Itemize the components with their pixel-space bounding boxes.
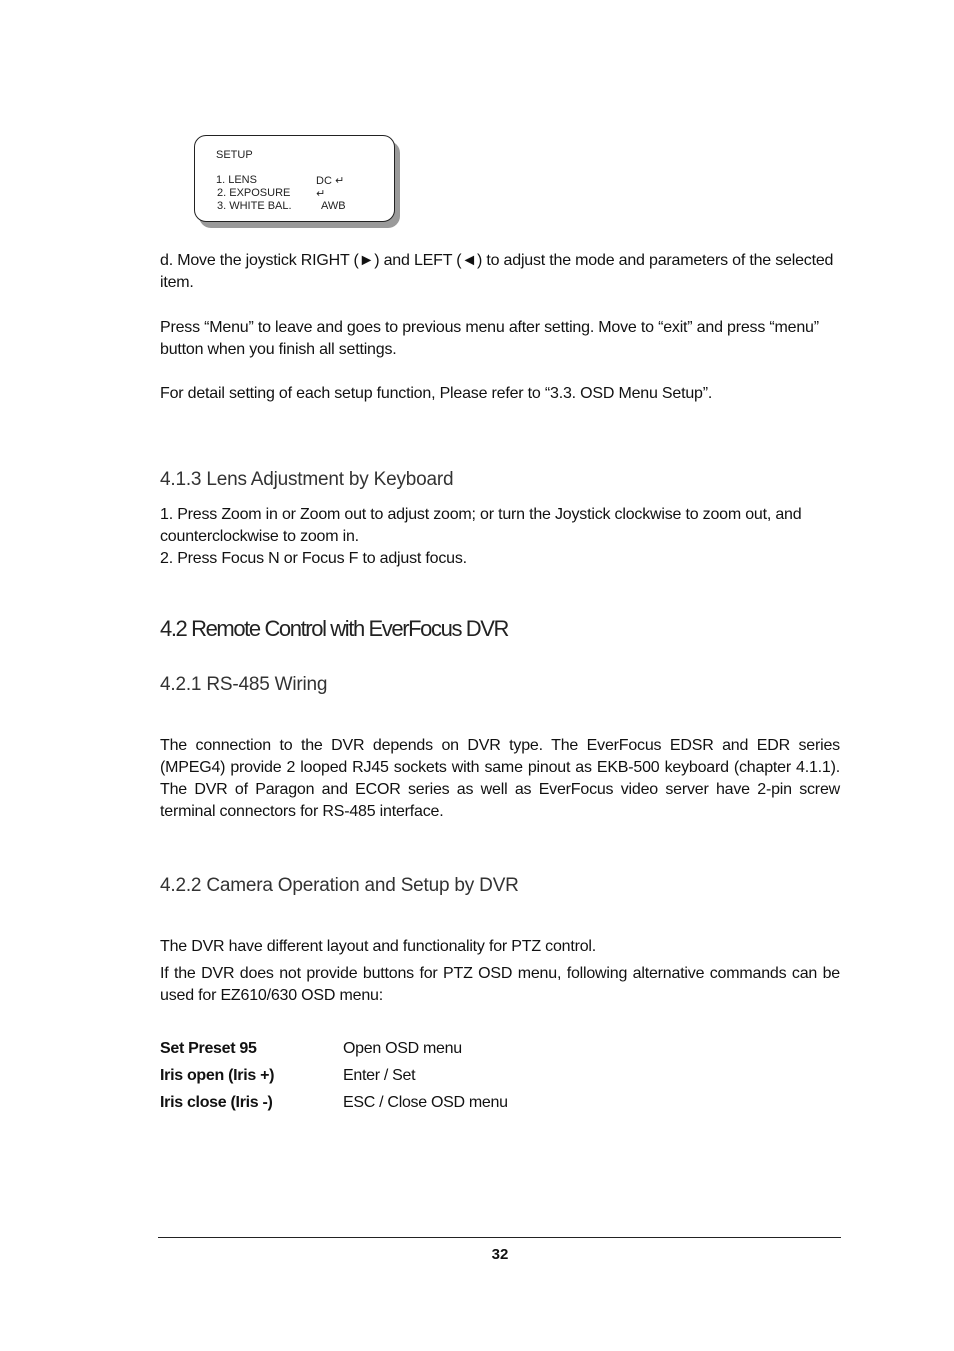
osd-item-lens-value: DC ↵: [316, 175, 345, 187]
osd-item-whitebal-label: 3. WHITE BAL.: [217, 200, 292, 212]
command-value-enter-set: Enter / Set: [343, 1067, 416, 1084]
osd-item-exposure-label: 2. EXPOSURE: [217, 187, 291, 199]
detail-paragraph: For detail setting of each setup function, Please refer to “3.3. OSD Menu Setup”.: [160, 385, 713, 402]
lens-step-2: 2. Press Focus N or Focus F to adjust focus.: [160, 550, 467, 567]
osd-setup-menu: [194, 135, 395, 222]
osd-title: SETUP: [216, 149, 253, 161]
heading-4-2-1: 4.2.1 RS-485 Wiring: [160, 674, 328, 695]
command-value-esc-close: ESC / Close OSD menu: [343, 1094, 508, 1111]
osd-item-lens-label: 1. LENS: [216, 174, 257, 186]
dvr-layout-paragraph: The DVR have different layout and functionality for PTZ control.: [160, 938, 597, 955]
heading-4-2-2: 4.2.2 Camera Operation and Setup by DVR: [160, 875, 519, 896]
press-menu-paragraph: Press “Menu” to leave and goes to previous menu after setting. Move to “exit” and press “menu” button when you finish all settings.: [160, 319, 819, 358]
rs485-paragraph: The connection to the DVR depends on DVR type. The EverFocus EDSR and EDR series (MPEG4) provide 2 looped RJ45 sockets with same pinout as EKB-500 keyboard (chapter 4.1.1). The DVR of Paragon and ECOR series as well as EverFocus video server have 2-pin screw terminal connectors for RS-485 interface.: [160, 737, 840, 820]
lens-step-1: 1. Press Zoom in or Zoom out to adjust zoom; or turn the Joystick clockwise to zoom out, and counterclockwise to zoom in.: [160, 506, 802, 545]
footer-rule: [158, 1237, 841, 1238]
heading-4-1-3: 4.1.3 Lens Adjustment by Keyboard: [160, 469, 454, 490]
heading-4-2: 4.2 Remote Control with EverFocus DVR: [160, 616, 509, 641]
osd-item-exposure-value: ↵: [316, 188, 326, 200]
osd-item-whitebal-value: AWB: [321, 200, 346, 212]
dvr-alternative-paragraph: If the DVR does not provide buttons for PTZ OSD menu, following alternative commands can be used for EZ610/630 OSD menu:: [160, 965, 840, 1004]
command-value-open-osd: Open OSD menu: [343, 1040, 462, 1057]
command-key-iris-open: Iris open (Iris +): [160, 1067, 275, 1084]
command-key-preset95: Set Preset 95: [160, 1040, 257, 1057]
page-number: 32: [491, 1246, 509, 1263]
command-key-iris-close: Iris close (Iris -): [160, 1094, 273, 1111]
step-d-paragraph: d. Move the joystick RIGHT (►) and LEFT (◄) to adjust the mode and parameters of the selected item.: [160, 252, 834, 291]
